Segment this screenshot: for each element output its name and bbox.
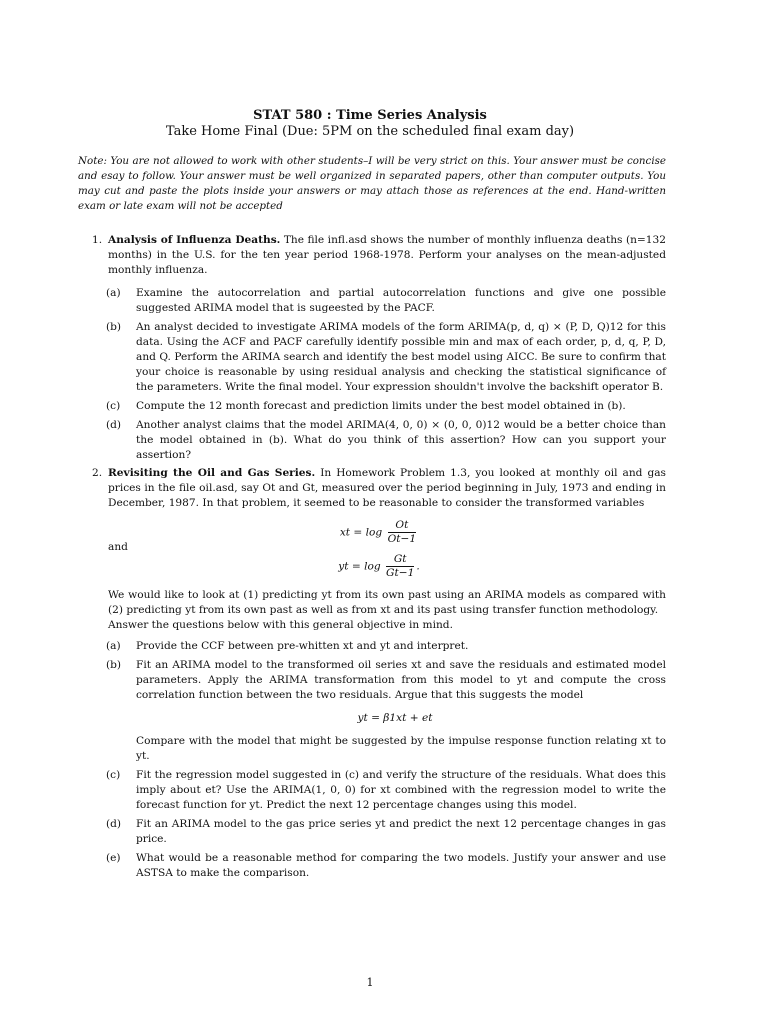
- part-text: Fit an ARIMA model to the transformed oil series xt and save the residuals and estimated model parameters. Apply the ARIMA transformation from this model to yt and compute the cross correlation function between the two residuals. Argue that this suggests the model: [136, 659, 666, 701]
- exam-note: Note: You are not allowed to work with other students–I will be very strict on this. Your answer must be concise and esay to follow. Your answer must be well organized in separated papers, other than computer outputs. You may cut and paste the plots inside your answers or may attach those as references at the end. Hand-written exam or late exam will not be accepted: [78, 155, 666, 212]
- part-label: (a): [106, 640, 121, 652]
- part-label: (e): [106, 852, 121, 864]
- part-1b: [106, 320, 666, 395]
- part-2a: [106, 639, 666, 654]
- question-heading: Revisiting the Oil and Gas Series.: [108, 467, 316, 479]
- page-number: 1: [366, 976, 374, 989]
- fraction-numerator: Gt: [386, 553, 414, 567]
- compare-text: Compare with the model that might be suggested by the impulse response function relating xt to yt.: [136, 735, 666, 762]
- part-2b: [106, 658, 666, 764]
- equation-lhs: xt = log: [339, 526, 383, 539]
- part-label: (b): [106, 321, 122, 333]
- part-label: (a): [106, 287, 121, 299]
- part-1d: [106, 418, 666, 463]
- equation-y: [92, 553, 666, 580]
- fraction-denominator: Gt−1: [386, 567, 415, 579]
- part-text: Fit an ARIMA model to the gas price series yt and predict the next 12 percentage changes in gas price.: [136, 818, 666, 845]
- fraction-numerator: Ot: [388, 519, 417, 533]
- part-label: (b): [106, 659, 122, 671]
- equation-lhs: yt = log: [338, 560, 381, 573]
- part-label: (d): [106, 419, 122, 431]
- equation-tail: .: [416, 560, 420, 573]
- question-number: 1.: [92, 234, 103, 246]
- part-label: (c): [106, 400, 121, 412]
- question-1: [92, 233, 666, 463]
- part-text: Examine the autocorrelation and partial autocorrelation functions and give one possible suggested ARIMA model that is sugeested by the PACF.: [136, 287, 666, 314]
- fraction-denominator: Ot−1: [387, 533, 417, 545]
- objective-paragraph: We would like to look at (1) predicting yt from its own past using an ARIMA models as compared with (2) predicting yt from its own past as well as from xt and its past using transfer function methodology.: [108, 589, 666, 616]
- part-text: Compute the 12 month forecast and prediction limits under the best model obtained in (b).: [136, 400, 626, 412]
- part-label: (d): [106, 818, 122, 830]
- question-2: [92, 466, 666, 881]
- part-text: Another analyst claims that the model ARIMA(4, 0, 0) × (0, 0, 0)12 would be a better choice than the model obtained in (b). What do you think of this assertion? How can you support your assertion?: [136, 419, 666, 461]
- objective-instruction: Answer the questions below with this general objective in mind.: [108, 619, 453, 631]
- part-text: Provide the CCF between pre-whitten xt and yt and interpret.: [136, 640, 469, 652]
- equation-regression: yt = β1xt + et: [357, 712, 433, 724]
- exam-title: [0, 108, 740, 140]
- and-text: and: [108, 541, 128, 553]
- question-intro: In Homework Problem 1.3, you looked at monthly oil and gas prices in the file oil.asd, say Ot and Gt, measured over the period beginning in July, 1973 and ending in December, 1987. In that problem, it seemed to be reasonable to consider the transformed variables: [108, 467, 666, 509]
- part-label: (c): [106, 769, 121, 781]
- exam-subtitle: Take Home Final (Due: 5PM on the scheduled final exam day): [165, 124, 575, 139]
- part-text: What would be a reasonable method for comparing the two models. Justify your answer and use ASTSA to make the comparison.: [136, 852, 666, 879]
- part-2c: [106, 768, 666, 813]
- part-1a: [106, 286, 666, 316]
- part-2d: [106, 817, 666, 847]
- course-title: STAT 580 : Time Series Analysis: [253, 108, 487, 123]
- question-intro: The file infl.asd shows the number of monthly influenza deaths (n=132 months) in the U.S. for the ten year period 1968-1978. Perform your analyses on the mean-adjusted monthly influenza.: [108, 234, 666, 276]
- question-number: 2.: [92, 467, 103, 479]
- part-2e: [106, 851, 666, 881]
- part-text: Fit the regression model suggested in (c) and verify the structure of the residuals. What does this imply about et? Use the ARIMA(1, 0, 0) for xt combined with the regression model to write the forecast function for yt. Predict the next 12 percentage changes using this model.: [136, 769, 666, 811]
- question-heading: Analysis of Influenza Deaths.: [108, 234, 281, 246]
- part-1c: [106, 399, 666, 414]
- part-text: An analyst decided to investigate ARIMA models of the form ARIMA(p, d, q) × (P, D, Q)12 for this data. Using the ACF and PACF carefully identify possible min and max of each order, p, d, q, P, D, and Q. Perform the ARIMA search and identify the best model using AICC. Be sure to confirm that your choice is reasonable by using residual analysis and checking the statistical significance of the parameters. Write the final model. Your expression shouldn't involve the backshift operator B.: [136, 321, 666, 393]
